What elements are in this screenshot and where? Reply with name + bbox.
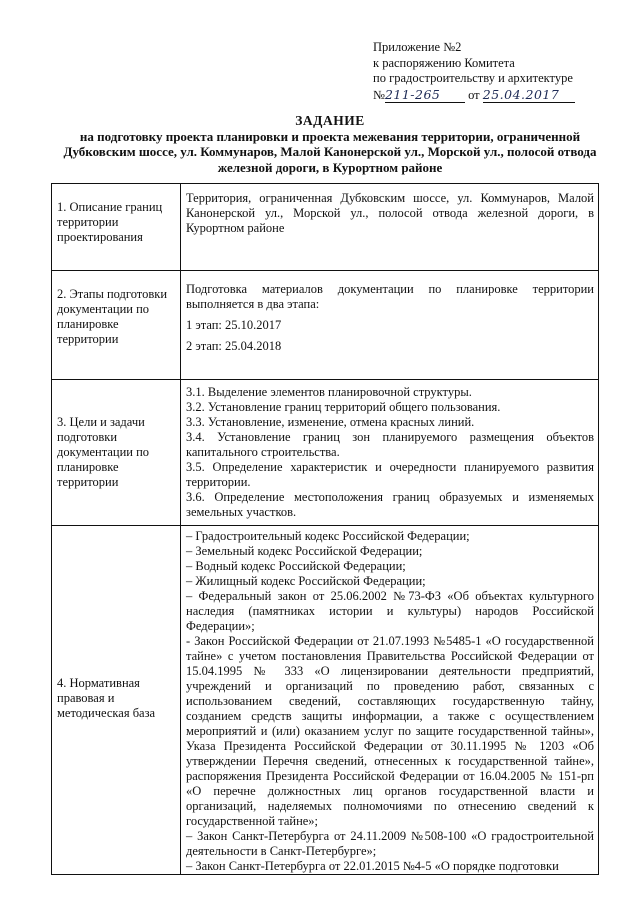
handwritten-date: 25.04.2017 bbox=[483, 87, 575, 104]
list-item: 3.6. Определение местоположения границ образуемых и изменяемых земельных участков. bbox=[186, 490, 594, 519]
number-prefix: № bbox=[373, 87, 385, 102]
list-item: – Водный кодекс Российской Федерации; bbox=[186, 559, 406, 573]
list-item: 3.4. Установление границ зон планируемого размещения объектов капитального строительства. bbox=[186, 430, 594, 459]
table-row bbox=[52, 380, 599, 526]
table-row bbox=[52, 184, 599, 271]
table-row bbox=[52, 271, 599, 380]
list-item: – Жилищный кодекс Российской Федерации; bbox=[186, 574, 426, 588]
list-item: 3.5. Определение характеристик и очередности планируемого развития территории. bbox=[186, 460, 594, 489]
list-item: 3.1. Выделение элементов планировочной структуры. bbox=[186, 385, 472, 399]
table-row bbox=[52, 526, 599, 875]
list-item: – Федеральный закон от 25.06.2002 №73-ФЗ «Об объектах культурного наследия (памятниках истории и культуры) народов Российской Федерации»; bbox=[186, 589, 594, 633]
row-content bbox=[181, 526, 599, 875]
row-label: 3. Цели и задачи подготовки документации по планировке территории bbox=[52, 380, 181, 526]
row-content bbox=[181, 380, 599, 526]
title-line: Дубковским шоссе, ул. Коммунаров, Малой Канонерской ул., Морской ул., полосой отвода bbox=[63, 144, 597, 159]
attachment-committee: по градостроительству и архитектуре bbox=[373, 71, 573, 85]
stages-intro: Подготовка материалов документации по планировке территории выполняется в два этапа: bbox=[186, 282, 594, 311]
list-item: 3.3. Установление, изменение, отмена красных линий. bbox=[186, 415, 475, 429]
attachment-title: Приложение №2 bbox=[373, 40, 462, 54]
stage-2: 2 этап: 25.04.2018 bbox=[186, 339, 282, 353]
assignment-table bbox=[51, 183, 599, 875]
title-line: на подготовку проекта планировки и проекта межевания территории, ограниченной bbox=[79, 128, 581, 144]
row-content: Территория, ограниченная Дубковским шоссе, ул. Коммунаров, Малой Канонерской ул., Морской ул., полосой отвода железной дороги, в Курортном районе bbox=[181, 184, 599, 271]
list-item: – Закон Санкт-Петербурга от 24.11.2009 №508-100 «О градостроительной деятельности в Санкт-Петербурге»; bbox=[186, 829, 594, 858]
stage-1: 1 этап: 25.10.2017 bbox=[186, 318, 282, 332]
handwritten-number: 211-265 bbox=[385, 87, 465, 104]
title-line: железной дороги, в Курортном районе bbox=[217, 159, 443, 175]
attachment-block bbox=[373, 40, 575, 103]
date-prefix: от bbox=[468, 87, 480, 102]
document-title bbox=[40, 113, 620, 175]
row-label: 4. Нормативная правовая и методическая база bbox=[52, 526, 181, 875]
attachment-order-ref: к распоряжению Комитета bbox=[373, 55, 515, 70]
title-heading: ЗАДАНИЕ bbox=[295, 113, 365, 128]
row-content bbox=[181, 271, 599, 380]
row-label: 2. Этапы подготовки документации по планировке территории bbox=[52, 271, 181, 380]
list-item: – Градостроительный кодекс Российской Федерации; bbox=[186, 529, 470, 543]
list-item: – Земельный кодекс Российской Федерации; bbox=[186, 544, 423, 558]
attachment-number-date bbox=[373, 87, 575, 104]
row-label: 1. Описание границ территории проектирования bbox=[52, 184, 181, 271]
list-item: - Закон Российской Федерации от 21.07.1993 №5485-1 «О государственной тайне» с учетом постановления Правительства Российской Федерации от 15.04.1995 № 333 «О лицензировании деятельности предприятий, учреждений и организаций по проведению работ, связанных с использованием сведений, составляющих государственную тайну, созданием средств защиты информации, а также с осуществлением мероприятий и (или) оказанием услуг по защите государственной тайны», Указа Президента Российской Федерации от 30.11.1995 № 1203 «Об утверждении Перечня сведений, отнесенных к государственной тайне», распоряжения Президента Российской Федерации от 16.04.2005 № 151-рп «О перечне должностных лиц органов государственной власти и организаций, наделяемых полномочиями по отнесению сведений к государственной тайне»; bbox=[186, 634, 594, 828]
list-item: – Закон Санкт-Петербурга от 22.01.2015 №4-5 «О порядке подготовки bbox=[186, 859, 559, 873]
list-item: 3.2. Установление границ территорий общего пользования. bbox=[186, 400, 501, 414]
